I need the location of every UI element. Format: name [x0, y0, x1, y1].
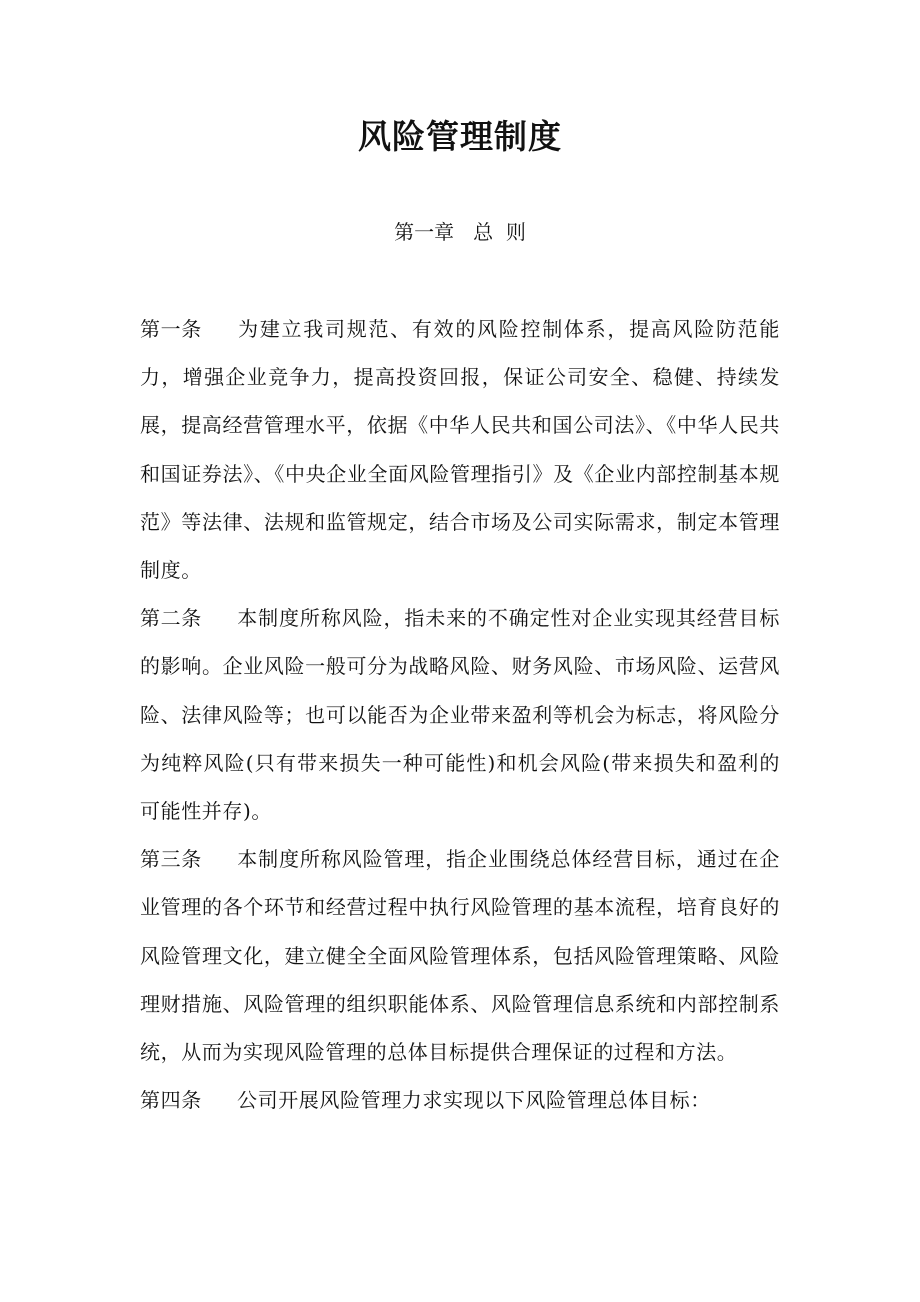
article-1 [140, 305, 780, 594]
article-2 [140, 594, 780, 835]
article-label: 第一条 [140, 317, 202, 341]
article-label: 第二条 [140, 606, 202, 631]
article-3 [140, 835, 780, 1076]
article-text: 本制度所称风险，指未来的不确定性对企业实现其经营目标的影响。企业风险一般可分为战略风险、财务风险、市场风险、运营风险、法律风险等；也可以能否为企业带来盈利等机会为标志，将风险分为纯粹风险(只有带来损失一种可能性)和机会风险(带来损失和盈利的可能性并存)。 [140, 606, 780, 824]
article-text: 为建立我司规范、有效的风险控制体系，提高风险防范能力，增强企业竞争力，提高投资回报，保证公司安全、稳健、持续发展，提高经营管理水平，依据《中华人民共和国公司法》、《中华人民共和国证券法》、《中央企业全面风险管理指引》及《企业内部控制基本规范》等法律、法规和监管规定，结合市场及公司实际需求，制定本管理制度。 [140, 317, 780, 583]
articles-section [140, 305, 780, 1124]
article-4 [140, 1076, 780, 1124]
document-title: 风险管理制度 [358, 117, 562, 156]
article-label: 第三条 [140, 847, 202, 872]
chapter-title: 第一章 总 则 [394, 220, 526, 244]
article-label: 第四条 [140, 1088, 202, 1113]
article-text: 公司开展风险管理力求实现以下风险管理总体目标： [237, 1088, 711, 1113]
article-text: 本制度所称风险管理，指企业围绕总体经营目标，通过在企业管理的各个环节和经营过程中执行风险管理的基本流程，培育良好的风险管理文化，建立健全全面风险管理体系，包括风险管理策略、风险理财措施、风险管理的组织职能体系、风险管理信息系统和内部控制系统，从而为实现风险管理的总体目标提供合理保证的过程和方法。 [140, 847, 780, 1065]
